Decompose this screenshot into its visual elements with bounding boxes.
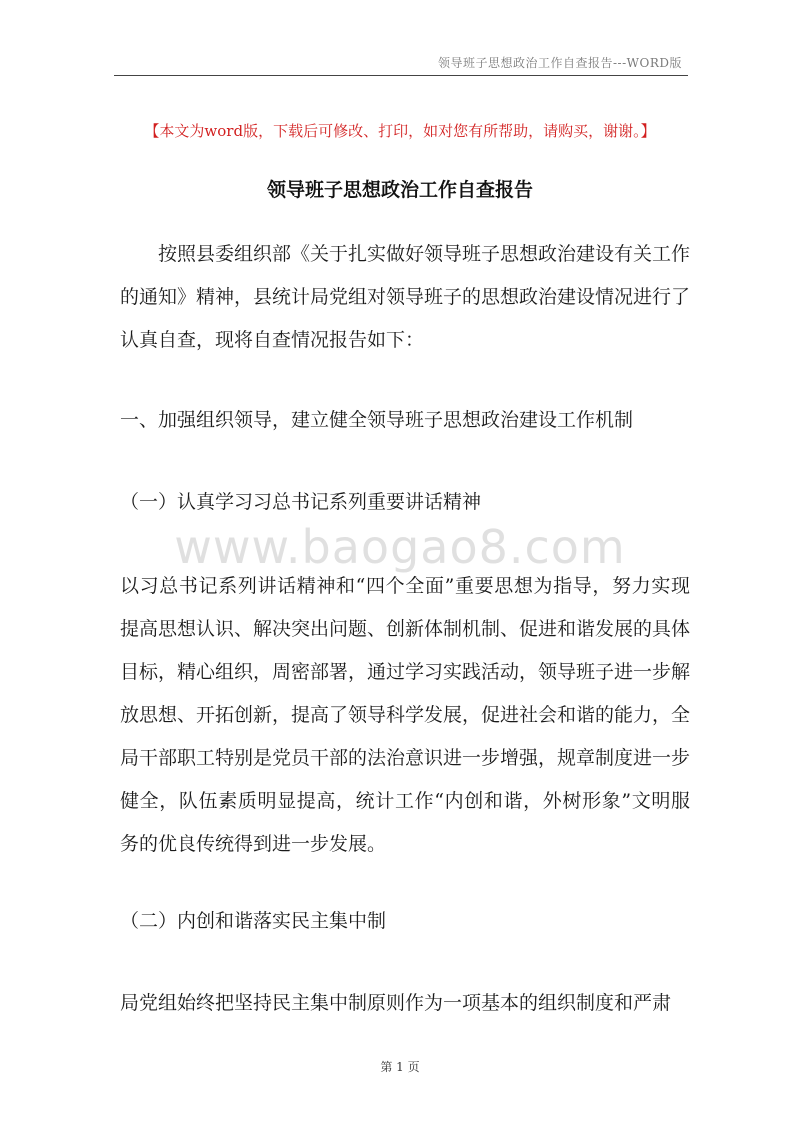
- subsection-2-heading: （二）内创和谐落实民主集中制: [120, 910, 387, 932]
- purchase-notice: 【本文为word版，下载后可修改、打印，如对您有所帮助，请购买，谢谢。】: [144, 122, 656, 140]
- header-divider: [114, 75, 688, 76]
- section-1-heading: 一、加强组织领导，建立健全领导班子思想政治建设工作机制: [120, 409, 634, 431]
- page-number: 第 1 页: [380, 1060, 420, 1074]
- document-title: 领导班子思想政治工作自查报告: [266, 179, 533, 201]
- subsection-2-body-start: 局党组始终把坚持民主集中制原则作为一项基本的组织制度和严肃: [120, 992, 672, 1014]
- watermark: www.baogao8.com: [174, 520, 626, 574]
- subsection-1-body: 以习总书记系列讲话精神和“四个全面”重要思想为指导，努力实现提高思想认识、解决突出问题、创新体制机制、促进和谐发展的具体目标，精心组织，周密部署，通过学习实践活动，领导班子进一步解放思想、开拓创新，提高了领导科学发展，促进社会和谐的能力，全局干部职工特别是党员干部的法治意识进一步增强，规章制度进一步健全，队伍素质明显提高，统计工作“内创和谐，外树形象”文明服务的优良传统得到进一步发展。: [120, 575, 691, 855]
- intro-paragraph: 按照县委组织部《关于扎实做好领导班子思想政治建设有关工作的通知》精神，县统计局党组对领导班子的思想政治建设情况进行了认真自查，现将自查情况报告如下：: [120, 243, 691, 351]
- subsection-1-heading: （一）认真学习习总书记系列重要讲话精神: [120, 491, 482, 513]
- running-header: 领导班子思想政治工作自查报告---WORD版: [438, 56, 682, 70]
